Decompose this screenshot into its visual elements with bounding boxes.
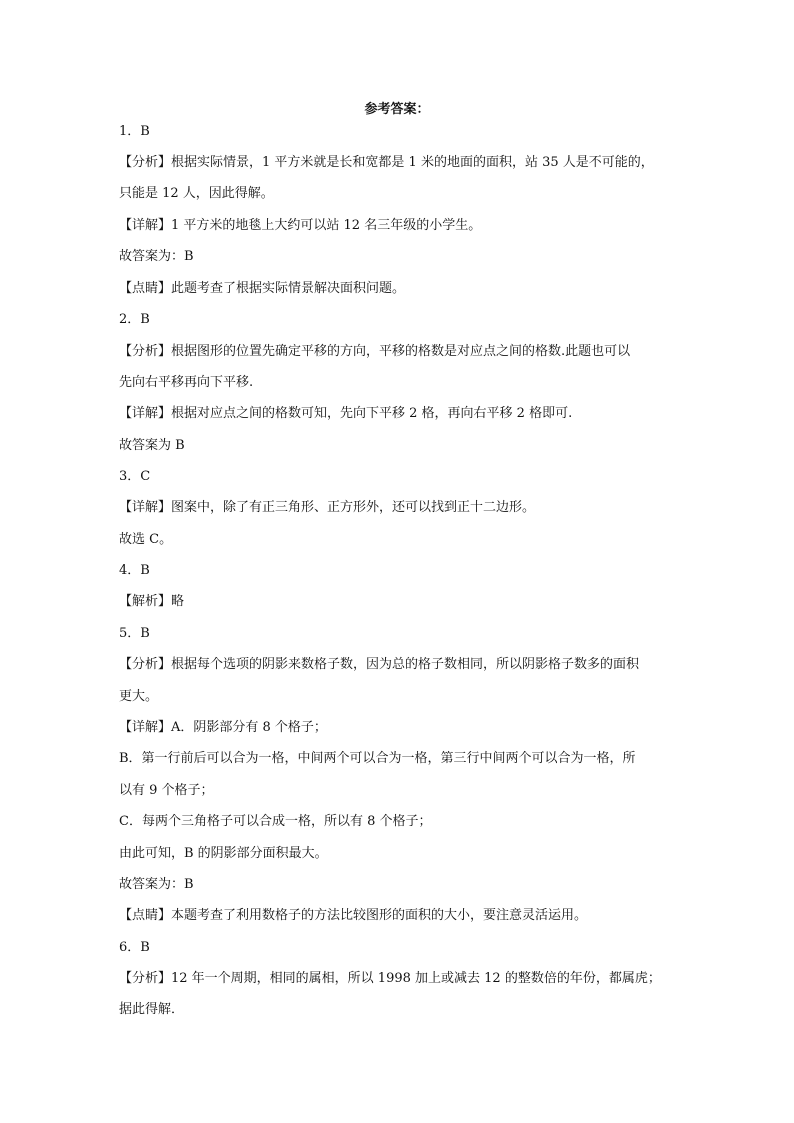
analysis-text: 【分析】根据图形的位置先确定平移的方向，平移的格数是对应点之间的格数.此题也可以 bbox=[119, 344, 631, 359]
answer-number: 5．B bbox=[119, 626, 150, 641]
detail-text: 【详解】图案中，除了有正三角形、正方形外，还可以找到正十二边形。 bbox=[119, 500, 536, 515]
analysis-text: 更大。 bbox=[119, 689, 159, 704]
analysis-text: 据此得解． bbox=[119, 1002, 185, 1017]
detail-text: 【详解】根据对应点之间的格数可知，先向下平移 2 格，再向右平移 2 格即可. bbox=[119, 406, 573, 421]
conclusion-text: 故答案为：B bbox=[119, 877, 194, 892]
comment-text: 【点睛】此题考查了根据实际情景解决面积问题。 bbox=[119, 281, 406, 296]
answer-number: 2．B bbox=[119, 312, 150, 327]
detail-text: 【详解】1 平方米的地毯上大约可以站 12 名三年级的小学生。 bbox=[119, 218, 482, 233]
analysis-text: 只能是 12 人，因此得解。 bbox=[119, 186, 274, 201]
analysis-text: 【分析】根据实际情景，1 平方米就是长和宽都是 1 米的地面的面积，站 35 人是不可能的， bbox=[119, 155, 654, 170]
detail-text: C．每两个三角格子可以合成一格，所以有 8 个格子； bbox=[119, 814, 432, 829]
detail-text: 由此可知，B 的阴影部分面积最大。 bbox=[119, 846, 328, 861]
conclusion-text: 故答案为 B bbox=[119, 438, 185, 453]
analysis-text: 【分析】根据每个选项的阴影来数格子数，因为总的格子数相同，所以阴影格子数多的面积 bbox=[119, 657, 640, 672]
detail-text: 以有 9 个格子； bbox=[119, 783, 214, 798]
detail-text: 【详解】A．阴影部分有 8 个格子； bbox=[119, 720, 327, 735]
comment-text: 【点睛】本题考查了利用数格子的方法比较图形的面积的大小，要注意灵活运用。 bbox=[119, 908, 588, 923]
answer-number: 4．B bbox=[119, 563, 150, 578]
page-title: 参考答案： bbox=[364, 102, 430, 117]
explanation-text: 【解析】略 bbox=[119, 594, 185, 609]
detail-text: B．第一行前后可以合为一格，中间两个可以合为一格，第三行中间两个可以合为一格，所 bbox=[119, 751, 636, 766]
conclusion-text: 故选 C。 bbox=[119, 532, 173, 547]
answer-number: 3．C bbox=[119, 469, 151, 484]
analysis-text: 【分析】12 年一个周期，相同的属相，所以 1998 加上或减去 12 的整数倍的年份，都属虎； bbox=[119, 971, 661, 986]
analysis-text: 先向右平移再向下平移. bbox=[119, 375, 254, 390]
answer-number: 1．B bbox=[119, 124, 150, 139]
conclusion-text: 故答案为：B bbox=[119, 249, 194, 264]
answer-number: 6．B bbox=[119, 940, 150, 955]
